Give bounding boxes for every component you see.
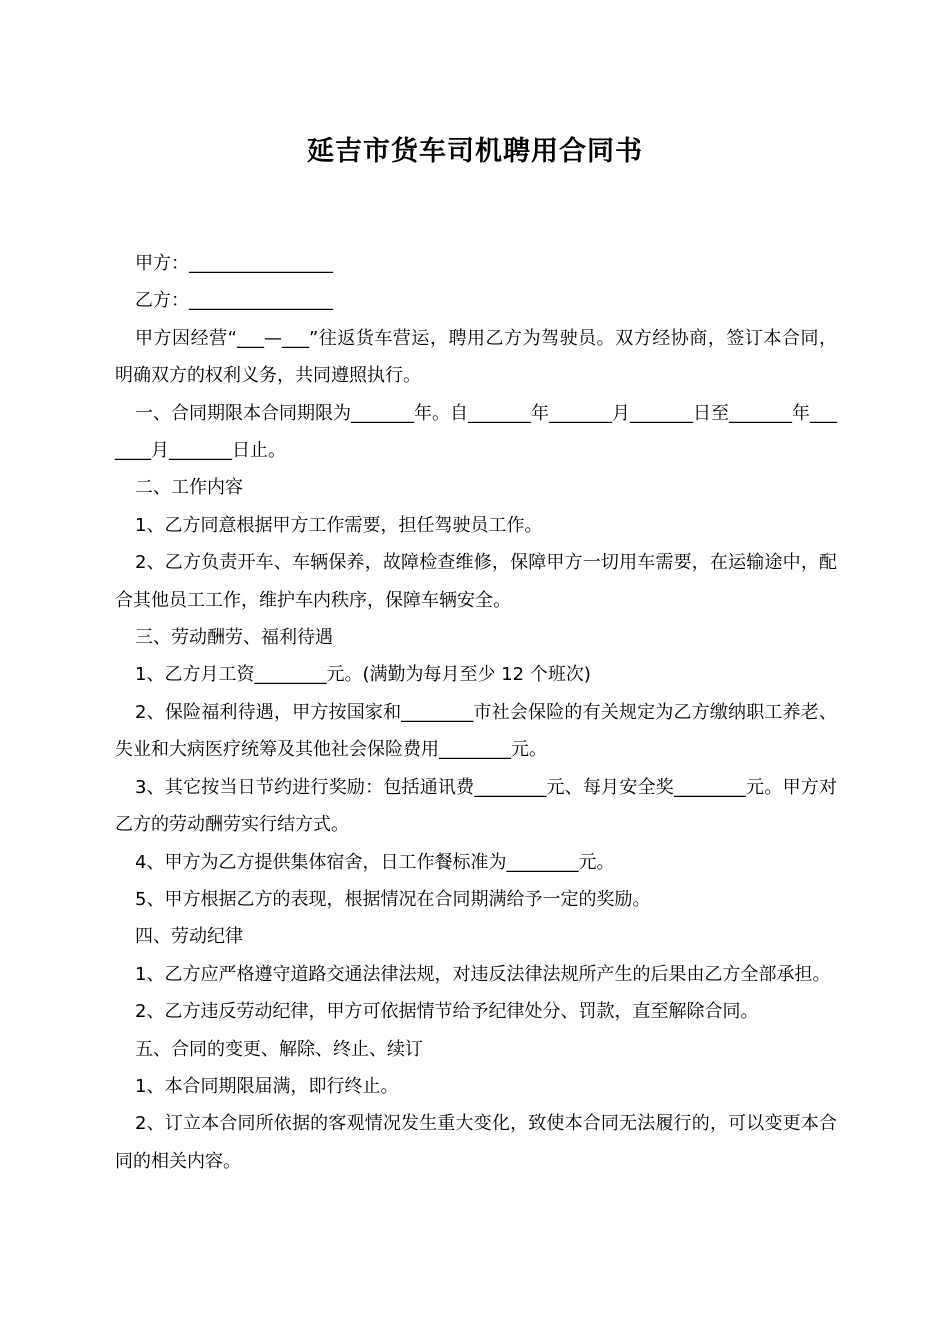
section-2-item-1: 1、乙方同意根据甲方工作需要，担任驾驶员工作。 (135, 514, 543, 536)
party-a-line: 甲方：________________ (135, 253, 333, 274)
section-2-heading: 二、工作内容 (135, 477, 243, 499)
section-4-heading: 四、劳动纪律 (135, 926, 243, 948)
section-3-item-5: 5、甲方根据乙方的表现，根据情况在合同期满给予一定的奖励。 (135, 888, 651, 910)
section-4-item-1: 1、乙方应严格遵守道路交通法律法规，对违反法律法规所产生的后果由乙方全部承担。 (135, 963, 831, 985)
section-3-item-3: 3、其它按当日节约进行奖励：包括通讯费________元、每月安全奖________元。甲方对乙方的劳动酬劳实行结方式。 (115, 776, 837, 836)
section-3-item-2: 2、保险福利待遇，甲方按国家和________市社会保险的有关规定为乙方缴纳职工养老、失业和大病医疗统筹及其他社会保险费用________元。 (115, 701, 837, 761)
section-2-item-2: 2、乙方负责开车、车辆保养，故障检查维修，保障甲方一切用车需要，在运输途中，配合其他员工工作，维护车内秩序，保障车辆安全。 (115, 552, 837, 611)
document-title: 延吉市货车司机聘用合同书 (307, 136, 643, 167)
section-1-term-paragraph: 一、合同期限本合同期限为_______年。自_______年_______月_______日至_______年_______月_______日止。 (115, 402, 837, 462)
preamble-paragraph: 甲方因经营“___—___”往返货车营运，聘用乙方为驾驶员。双方经协商，签订本合同，明确双方的权利义务，共同遵照执行。 (115, 327, 837, 387)
party-b-line: 乙方：________________ (135, 290, 333, 312)
section-3-item-4: 4、甲方为乙方提供集体宿舍，日工作餐标准为________元。 (135, 851, 615, 873)
section-3-item-1: 1、乙方月工资________元。(满勤为每月至少 12 个班次) (135, 664, 591, 686)
document-body (115, 245, 837, 1180)
section-3-heading: 三、劳动酬劳、福利待遇 (135, 627, 333, 649)
section-4-item-2: 2、乙方违反劳动纪律，甲方可依据情节给予纪律处分、罚款，直至解除合同。 (135, 1001, 759, 1023)
section-5-item-1: 1、本合同期限届满，即行终止。 (135, 1075, 399, 1097)
section-5-item-2: 2、订立本合同所依据的客观情况发生重大变化，致使本合同无法履行的，可以变更本合同的相关内容。 (115, 1113, 837, 1172)
section-5-heading: 五、合同的变更、解除、终止、续订 (135, 1038, 423, 1060)
